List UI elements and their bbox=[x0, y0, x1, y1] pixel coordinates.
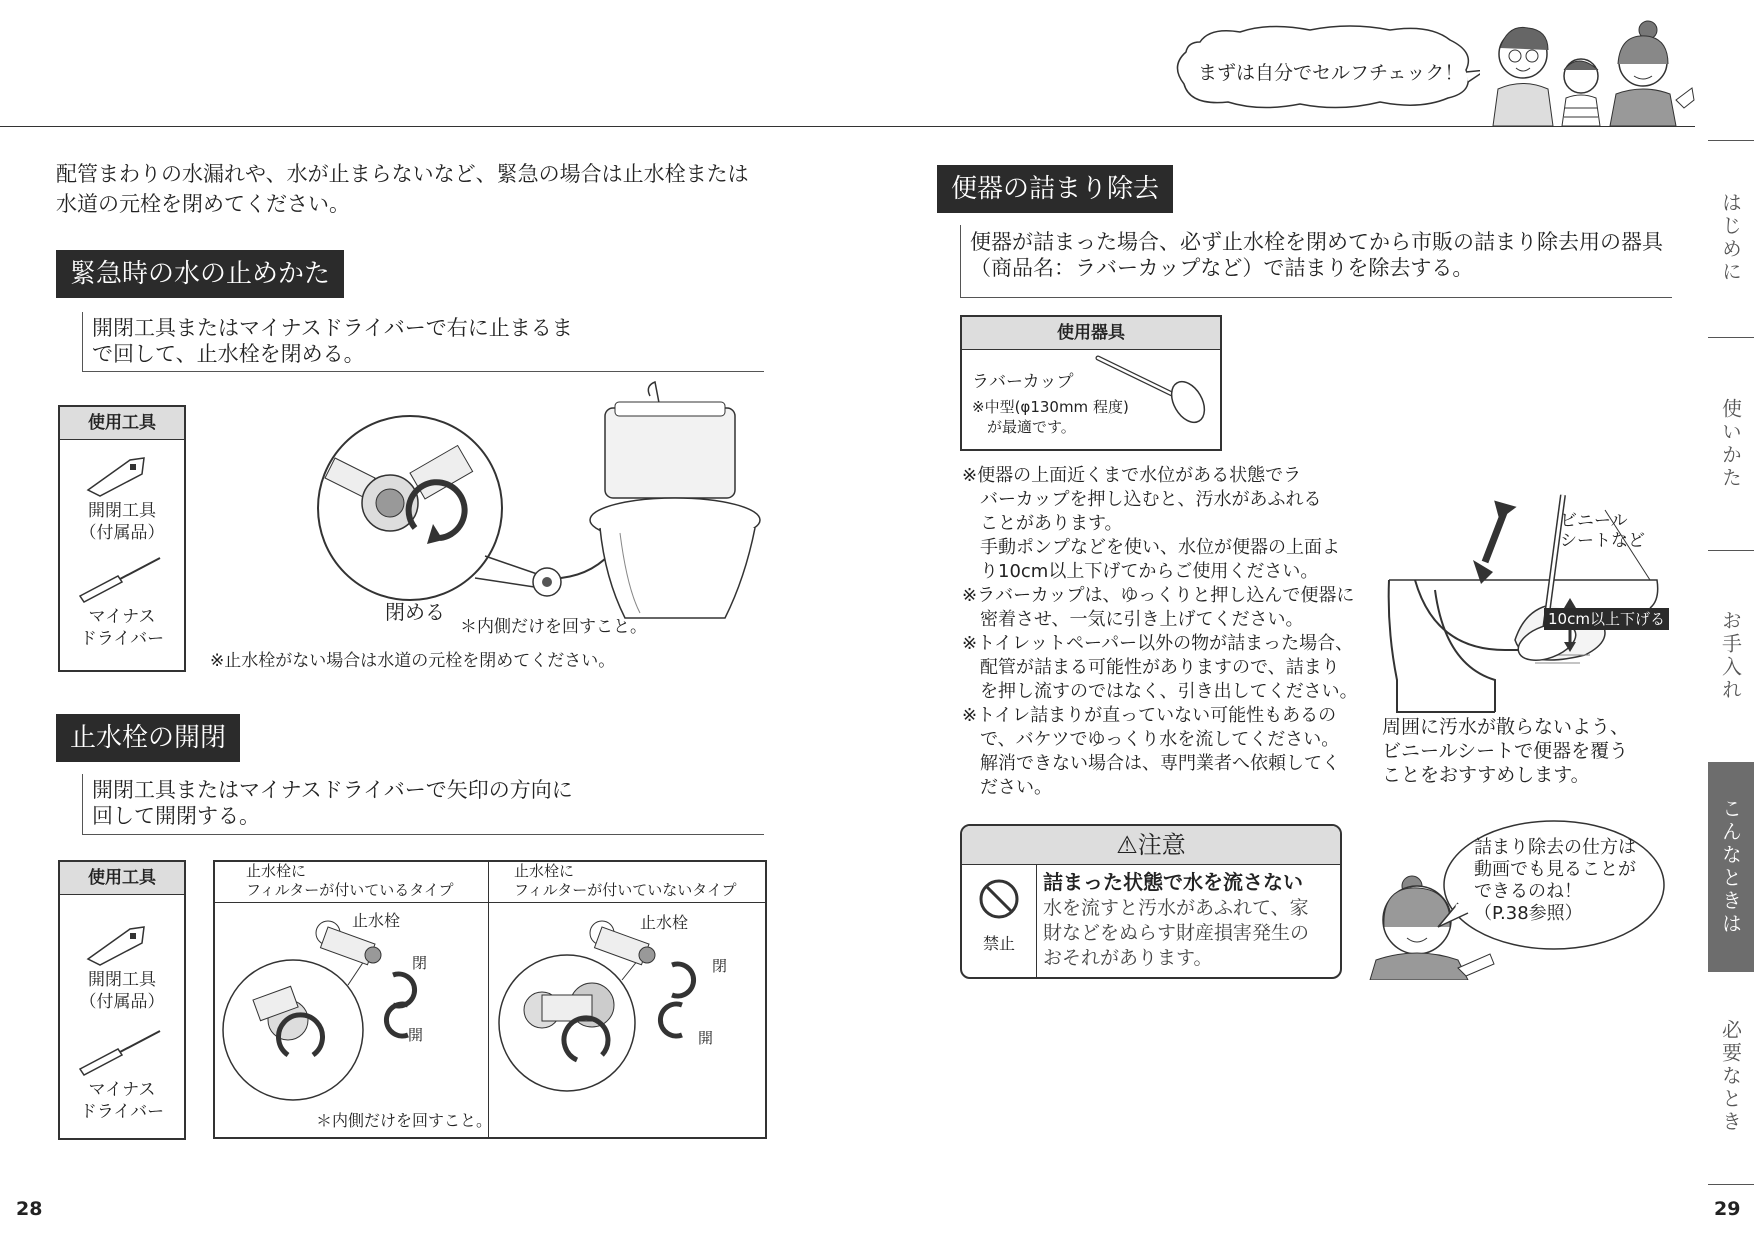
page-number-right: 29 bbox=[1714, 1198, 1741, 1220]
note-line-14: ださい。 bbox=[962, 777, 1052, 798]
speech-line1: 詰まり除去の仕方は bbox=[1474, 837, 1636, 858]
valve-label-1: 止水栓 bbox=[352, 911, 401, 930]
side-tab-introduction[interactable]: はじめに bbox=[1718, 192, 1743, 284]
left-intro-line2: 水道の元栓を閉めてください。 bbox=[56, 192, 350, 216]
section2-desc-rule bbox=[82, 774, 83, 834]
col2-header-line1: 止水栓に bbox=[514, 862, 575, 880]
prohibit-label: 禁止 bbox=[982, 934, 1015, 953]
vinyl-label-line1: ビニール bbox=[1560, 511, 1628, 531]
col1-header-line2: フィルターが付いているタイプ bbox=[246, 881, 454, 899]
opener-tool-icon bbox=[60, 915, 184, 969]
filter-valve-illustration bbox=[218, 905, 486, 1130]
side-tab-usage[interactable]: 使いかた bbox=[1718, 398, 1743, 490]
col2-header-line2: フィルターが付いていないタイプ bbox=[514, 881, 737, 899]
diagram-caption-line2: ビニールシートで便器を覆う bbox=[1382, 740, 1629, 762]
section1-desc-rule bbox=[82, 312, 83, 372]
diagram-caption-line1: 周囲に汚水が散らないよう、 bbox=[1382, 716, 1630, 738]
toilet-valve-illustration bbox=[315, 378, 765, 648]
tools-box-2-header: 使用工具 bbox=[60, 862, 184, 895]
note-line-8: ※トイレットペーパー以外の物が詰まった場合、 bbox=[962, 633, 1354, 654]
speech-line3: できるのね！ bbox=[1474, 881, 1582, 902]
note-line-1: ※便器の上面近くまで水位がある状態でラ bbox=[962, 465, 1302, 486]
section2-desc-line1: 開閉工具またはマイナスドライバーで矢印の方向に bbox=[92, 778, 573, 802]
caution-title: ⚠注意 bbox=[962, 826, 1340, 865]
side-tab-rule-3 bbox=[1708, 550, 1754, 551]
right-section-title: 便器の詰まり除去 bbox=[937, 165, 1173, 213]
screwdriver-icon bbox=[60, 550, 184, 606]
caution-body-line1: 水を流すと汚水があふれて、家 bbox=[1043, 897, 1309, 919]
right-desc-line1: 便器が詰まった場合、必ず止水栓を閉めてから市販の詰まり除去用の器具 bbox=[970, 230, 1663, 254]
header-rule bbox=[0, 126, 1695, 127]
section1-desc-underline bbox=[82, 371, 764, 372]
note-line-2: バーカップを押し込むと、汚水があふれる bbox=[962, 489, 1322, 510]
prohibited-icon bbox=[962, 865, 1036, 931]
diagram-caption-line3: ことをおすすめします。 bbox=[1382, 764, 1590, 786]
close-label-2: 閉 bbox=[712, 957, 728, 975]
valve-label-2: 止水栓 bbox=[640, 913, 689, 932]
left-intro-line1: 配管まわりの水漏れや、水が止まらないなど、緊急の場合は止水栓または bbox=[56, 162, 749, 186]
side-tab-care[interactable]: お手入れ bbox=[1718, 609, 1743, 702]
thought-bubble-text: まずは自分でセルフチェック！ bbox=[1198, 62, 1464, 84]
tools-box-2-tool1-line2: （付属品） bbox=[79, 992, 165, 1012]
caution-prohibit-cell bbox=[962, 865, 1037, 977]
caution-body-line3: おそれがあります。 bbox=[1043, 947, 1213, 969]
equipment-header: 使用器具 bbox=[962, 317, 1220, 350]
screwdriver-icon bbox=[60, 1023, 184, 1079]
equipment-spec-line2: が最適です。 bbox=[972, 418, 1076, 436]
close-label: 閉める bbox=[385, 600, 445, 624]
note-line-10: を押し流すのではなく、引き出してください。 bbox=[962, 681, 1358, 702]
note-line-12: で、バケツでゆっくり水を流してください。 bbox=[962, 729, 1340, 750]
tools-box-1 bbox=[58, 405, 186, 672]
tools-box-1-tool1-line2: （付属品） bbox=[79, 523, 165, 543]
vinyl-label-line2: シートなど bbox=[1560, 531, 1645, 551]
equipment-name: ラバーカップ bbox=[972, 372, 1074, 392]
valve-types-header-rule bbox=[213, 902, 765, 903]
tools-box-2-tool2-line1: マイナス bbox=[88, 1080, 156, 1100]
page-number-left: 28 bbox=[16, 1198, 43, 1220]
water-level-label: 10cm以上下げる bbox=[1544, 608, 1669, 630]
equipment-spec-line1: ※中型(φ130mm 程度) bbox=[972, 398, 1129, 416]
caution-body-line2: 財などをぬらす財産損害発生の bbox=[1043, 922, 1310, 944]
open-label-2: 開 bbox=[698, 1029, 714, 1047]
open-label-1: 開 bbox=[408, 1026, 424, 1044]
tools-box-1-tool2-line2: ドライバー bbox=[79, 629, 165, 649]
close-label-1: 閉 bbox=[412, 954, 428, 972]
right-desc-line2: （商品名：ラバーカップなど）で詰まりを除去する。 bbox=[970, 256, 1474, 280]
no-valve-footnote: ※止水栓がない場合は水道の元栓を閉めてください。 bbox=[210, 651, 616, 671]
note-line-5: り10cm以上下げてからご使用ください。 bbox=[962, 561, 1319, 582]
section2-desc-line2: 回して開閉する。 bbox=[92, 804, 260, 828]
side-tab-when-needed[interactable]: 必要なとき bbox=[1718, 1018, 1743, 1134]
tools-box-2 bbox=[58, 860, 186, 1140]
section1-desc-line1: 開閉工具またはマイナスドライバーで右に止まるま bbox=[92, 316, 573, 340]
side-tab-rule-2 bbox=[1708, 337, 1754, 338]
tools-box-2-tool2-line2: ドライバー bbox=[79, 1102, 165, 1122]
tools-box-1-tool2-line1: マイナス bbox=[88, 607, 156, 627]
right-desc-rule bbox=[960, 225, 961, 297]
side-tab-rule-4 bbox=[1708, 1184, 1754, 1185]
caution-headline: 詰まった状態で水を流さない bbox=[1043, 870, 1303, 894]
inner-only-note-1: ＊内側だけを回すこと。 bbox=[460, 617, 647, 637]
no-filter-valve-illustration bbox=[492, 905, 760, 1130]
note-line-11: ※トイレ詰まりが直っていない可能性もあるの bbox=[962, 705, 1337, 726]
opener-tool-icon bbox=[60, 450, 184, 500]
speech-line2: 動画でも見ることが bbox=[1474, 859, 1636, 880]
note-line-9: 配管が詰まる可能性がありますので、詰まり bbox=[962, 657, 1340, 678]
tools-box-1-header: 使用工具 bbox=[60, 407, 184, 440]
inner-only-note-2: ＊内側だけを回すこと。 bbox=[316, 1111, 493, 1130]
tools-box-2-tool1-line1: 開閉工具 bbox=[88, 970, 156, 990]
note-line-7: 密着させ、一気に引き上げてください。 bbox=[962, 609, 1304, 630]
note-line-3: ことがあります。 bbox=[962, 513, 1123, 534]
tools-box-1-tool1-line1: 開閉工具 bbox=[88, 501, 156, 521]
note-line-13: 解消できない場合は、専門業者へ依頼してく bbox=[962, 753, 1340, 774]
speech-line4: （P.38参照） bbox=[1474, 903, 1583, 924]
right-desc-underline bbox=[960, 297, 1672, 298]
note-line-6: ※ラバーカップは、ゆっくりと押し込んで便器に bbox=[962, 585, 1355, 606]
section1-desc-line2: で回して、止水栓を閉める。 bbox=[92, 342, 365, 366]
section2-title: 止水栓の開閉 bbox=[56, 714, 240, 762]
family-illustration bbox=[1488, 14, 1698, 126]
side-tab-troubleshooting[interactable]: こんなときは bbox=[1708, 762, 1754, 972]
section2-desc-underline bbox=[82, 834, 764, 835]
plunging-diagram bbox=[1375, 480, 1675, 715]
note-line-4: 手動ポンプなどを使い、水位が便器の上面よ bbox=[962, 537, 1340, 558]
plunger-icon bbox=[1090, 350, 1215, 430]
section1-title: 緊急時の水の止めかた bbox=[56, 250, 344, 298]
col1-header-line1: 止水栓に bbox=[246, 862, 307, 880]
side-tab-rule-1 bbox=[1708, 140, 1754, 141]
